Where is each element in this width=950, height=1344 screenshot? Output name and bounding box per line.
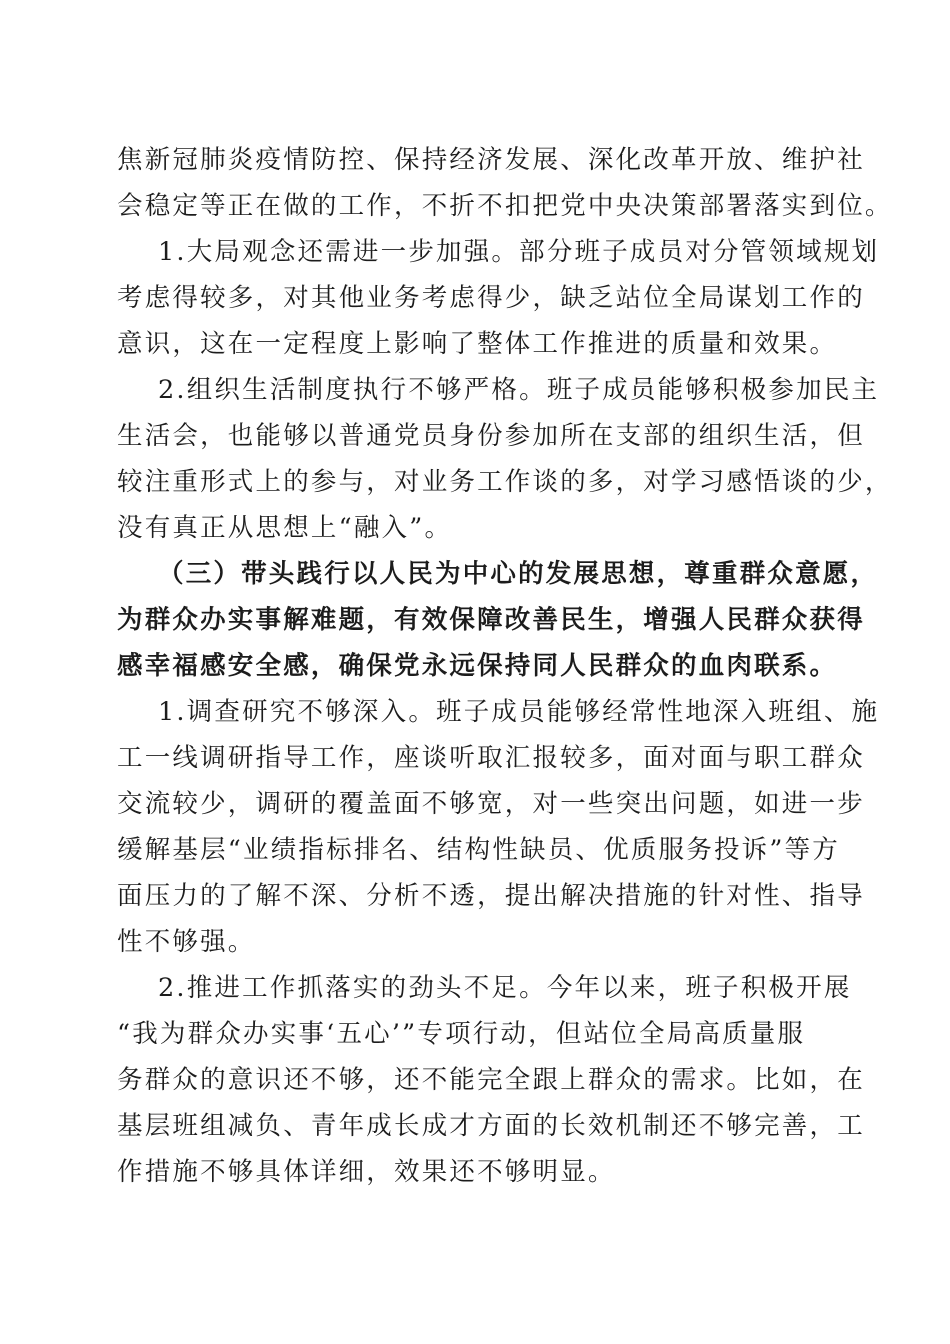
section-heading-line: （三）带头践行以人民为中心的发展思想，尊重群众意愿， bbox=[158, 559, 879, 589]
section-heading-line: 为群众办实事解难题，有效保障改善民生，增强人民群众获得 bbox=[117, 605, 865, 635]
text-line: 作措施不够具体详细，效果还不够明显。 bbox=[117, 1157, 616, 1187]
text-line: 2.组织生活制度执行不够严格。班子成员能够积极参加民主 bbox=[158, 375, 880, 405]
text-line: “我为群众办实事‘五心’”专项行动，但站位全局高质量服 bbox=[117, 1019, 806, 1049]
text-line: 务群众的意识还不够，还不能完全跟上群众的需求。比如，在 bbox=[117, 1065, 865, 1095]
text-line: 1.调查研究不够深入。班子成员能够经常性地深入班组、施 bbox=[158, 697, 880, 727]
text-line: 焦新冠肺炎疫情防控、保持经济发展、深化改革开放、维护社 bbox=[117, 145, 865, 175]
text-line: 会稳定等正在做的工作，不折不扣把党中央决策部署落实到位。 bbox=[117, 191, 893, 221]
section-heading-line: 感幸福感安全感，确保党永远保持同人民群众的血肉联系。 bbox=[117, 651, 838, 681]
text-line: 考虑得较多，对其他业务考虑得少，缺乏站位全局谋划工作的 bbox=[117, 283, 865, 313]
text-line: 2.推进工作抓落实的劲头不足。今年以来，班子积极开展 bbox=[158, 973, 852, 1003]
text-line: 较注重形式上的参与，对业务工作谈的多，对学习感悟谈的少， bbox=[117, 467, 893, 497]
text-line: 交流较少，调研的覆盖面不够宽，对一些突出问题，如进一步 bbox=[117, 789, 865, 819]
text-line: 缓解基层“业绩指标排名、结构性缺员、优质服务投诉”等方 bbox=[117, 835, 840, 865]
text-line: 基层班组减负、青年成长成才方面的长效机制还不够完善，工 bbox=[117, 1111, 865, 1141]
text-line: 生活会，也能够以普通党员身份参加所在支部的组织生活，但 bbox=[117, 421, 865, 451]
text-line: 工一线调研指导工作，座谈听取汇报较多，面对面与职工群众 bbox=[117, 743, 865, 773]
text-line: 性不够强。 bbox=[117, 927, 256, 957]
text-line: 意识，这在一定程度上影响了整体工作推进的质量和效果。 bbox=[117, 329, 838, 359]
text-line: 没有真正从思想上“融入”。 bbox=[117, 513, 453, 543]
text-line: 面压力的了解不深、分析不透，提出解决措施的针对性、指导 bbox=[117, 881, 865, 911]
text-line: 1.大局观念还需进一步加强。部分班子成员对分管领域规划 bbox=[158, 237, 880, 267]
